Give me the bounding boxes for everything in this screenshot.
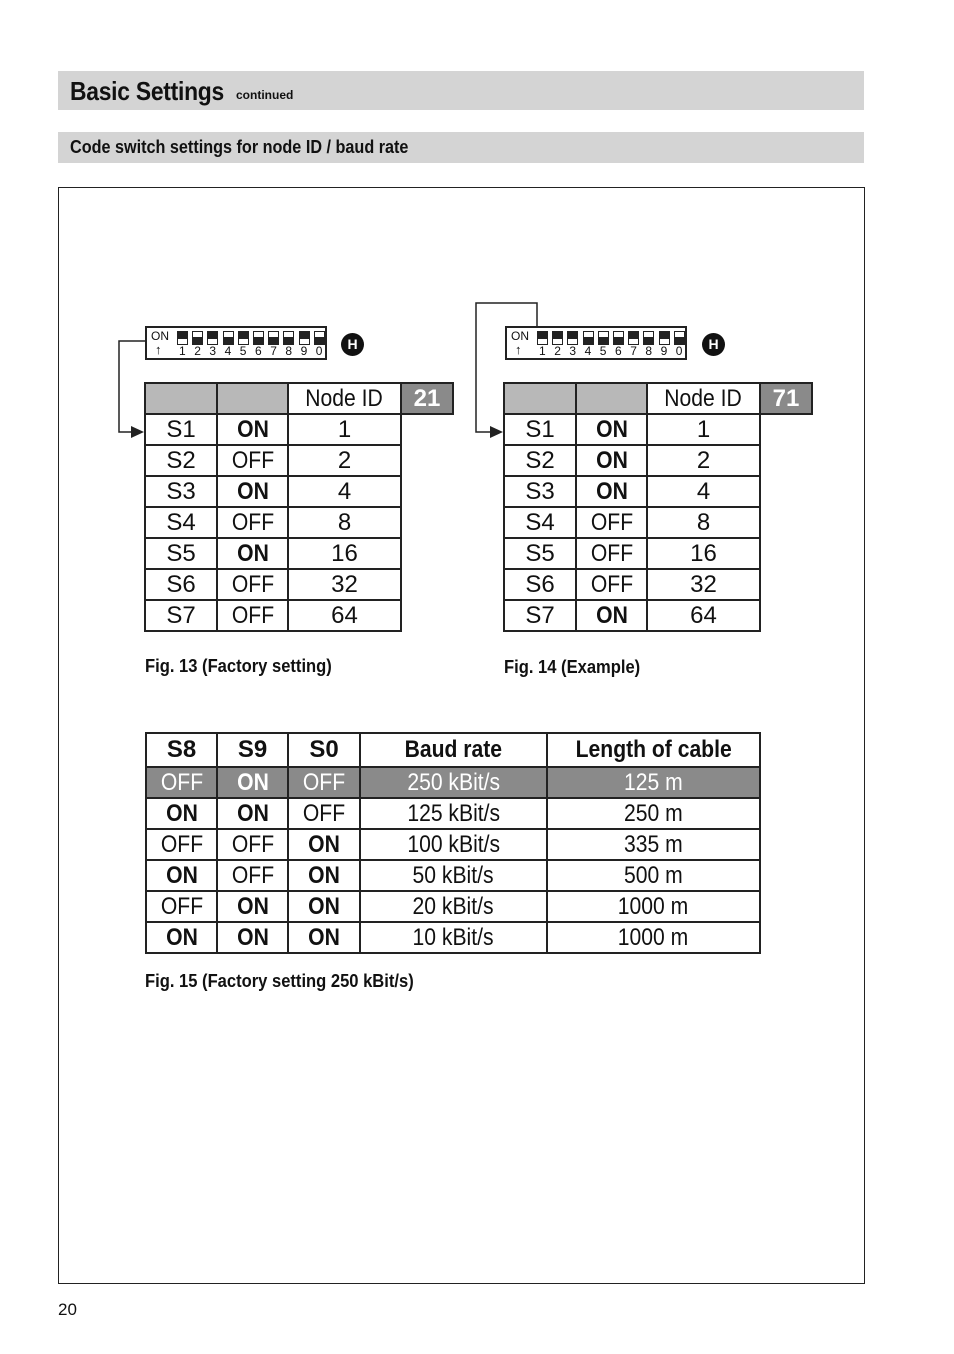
table-row	[145, 476, 453, 507]
empty-cell	[760, 569, 812, 600]
s0-state: ON	[288, 860, 360, 891]
dip-lever-icon	[299, 331, 310, 345]
switch-name: S2	[145, 445, 217, 476]
node-id-table-fig14	[503, 382, 813, 632]
dip-number-label: 0	[315, 344, 323, 358]
switch-name: S7	[504, 600, 576, 631]
switch-state: ON	[576, 600, 647, 631]
table-header-row	[145, 383, 453, 414]
s9-state: ON	[217, 922, 288, 953]
switch-value: 32	[647, 569, 760, 600]
table-row	[146, 767, 760, 798]
baud-rate-value: 125 kBit/s	[360, 798, 547, 829]
switch-state: ON	[217, 476, 288, 507]
dip-number-label: 0	[675, 344, 683, 358]
cable-length-value: 250 m	[547, 798, 760, 829]
empty-cell	[401, 476, 453, 507]
dip-number-label: 7	[270, 344, 277, 358]
header-cell	[504, 383, 576, 414]
dip-lever-icon	[253, 331, 264, 345]
switch-state: OFF	[576, 507, 647, 538]
cable-length-value: 500 m	[547, 860, 760, 891]
dip-number-label: 1	[539, 344, 546, 358]
s8-state: ON	[146, 860, 217, 891]
dip-number-label: 1	[179, 344, 186, 358]
switch-name: S6	[145, 569, 217, 600]
empty-cell	[401, 414, 453, 445]
dip-number-label: 7	[630, 344, 637, 358]
switch-value: 16	[647, 538, 760, 569]
empty-cell	[760, 476, 812, 507]
section-title: Code switch settings for node ID / baud rate	[70, 137, 409, 157]
dip-number-label: 8	[285, 344, 293, 358]
switch-value: 4	[647, 476, 760, 507]
switch-value: 64	[288, 600, 401, 631]
dip-lever-icon	[207, 331, 218, 345]
dip-number-label: 9	[300, 344, 308, 358]
s8-state: ON	[146, 798, 217, 829]
dip-lever-icon	[238, 331, 249, 345]
node-id-table-fig13	[144, 382, 454, 632]
dip-lever-icon	[192, 331, 203, 345]
baud-rate-value: 100 kBit/s	[360, 829, 547, 860]
baud-rate-value: 20 kBit/s	[360, 891, 547, 922]
header-cell	[576, 383, 647, 414]
s8-state: ON	[146, 922, 217, 953]
table-row	[504, 538, 812, 569]
table-row	[145, 600, 453, 631]
dip-number-label: 9	[660, 344, 668, 358]
col-header-s8: S8	[146, 733, 217, 767]
cable-length-value: 1000 m	[547, 922, 760, 953]
table-row	[504, 414, 812, 445]
switch-state: OFF	[217, 507, 288, 538]
dip-on-label: ON	[511, 329, 529, 343]
cable-length-value: 335 m	[547, 829, 760, 860]
dip-number-label: 4	[584, 344, 592, 358]
dip-lever-icon	[659, 331, 670, 345]
empty-cell	[760, 507, 812, 538]
dip-number-label: 2	[554, 344, 561, 358]
dip-lever-icon	[223, 331, 234, 345]
table-row	[504, 476, 812, 507]
dip-number-label: 6	[255, 344, 262, 358]
dip-on-label: ON	[151, 329, 169, 343]
table-row	[145, 507, 453, 538]
switch-value: 1	[647, 414, 760, 445]
table-row	[146, 922, 760, 953]
s0-state: ON	[288, 922, 360, 953]
dip-switch-fig13	[145, 326, 327, 360]
table-row	[145, 569, 453, 600]
switch-name: S1	[145, 414, 217, 445]
node-id-value: 71	[760, 383, 812, 414]
switch-state: OFF	[576, 569, 647, 600]
switch-state: OFF	[576, 538, 647, 569]
dip-number-label: 5	[599, 344, 607, 358]
switch-name: S3	[145, 476, 217, 507]
page-title: Basic Settings	[70, 76, 224, 106]
empty-cell	[760, 538, 812, 569]
node-id-label: Node ID	[288, 383, 401, 414]
s9-state: ON	[217, 891, 288, 922]
h-badge-icon: H	[341, 333, 364, 356]
header-cell	[217, 383, 288, 414]
node-id-label: Node ID	[647, 383, 760, 414]
dip-lever-icon	[314, 331, 325, 345]
switch-value: 2	[647, 445, 760, 476]
dip-lever-icon	[583, 331, 594, 345]
switch-state: OFF	[217, 445, 288, 476]
table-row	[146, 891, 760, 922]
dip-lever-icon	[177, 331, 188, 345]
dip-number-label: 2	[194, 344, 201, 358]
cable-length-value: 1000 m	[547, 891, 760, 922]
switch-value: 16	[288, 538, 401, 569]
s9-state: OFF	[217, 829, 288, 860]
caption-fig15: Fig. 15 (Factory setting 250 kBit/s)	[145, 971, 414, 991]
arrow-up-icon: ↑	[515, 342, 522, 357]
switch-state: ON	[217, 538, 288, 569]
col-header-s9: S9	[217, 733, 288, 767]
node-id-value: 21	[401, 383, 453, 414]
dip-lever-icon	[552, 331, 563, 345]
s8-state: OFF	[146, 767, 217, 798]
dip-number-label: 4	[224, 344, 232, 358]
table-row	[145, 538, 453, 569]
switch-name: S2	[504, 445, 576, 476]
table-row	[145, 445, 453, 476]
switch-state: ON	[576, 414, 647, 445]
switch-state: ON	[576, 476, 647, 507]
header-cell	[145, 383, 217, 414]
s8-state: OFF	[146, 891, 217, 922]
cable-length-value: 125 m	[547, 767, 760, 798]
dip-lever-icon	[537, 331, 548, 345]
switch-state: OFF	[217, 600, 288, 631]
empty-cell	[760, 445, 812, 476]
dip-switch-fig14	[505, 326, 687, 360]
table-row	[146, 860, 760, 891]
table-row	[146, 829, 760, 860]
switch-value: 64	[647, 600, 760, 631]
table-header-row	[146, 733, 760, 767]
table-row	[504, 507, 812, 538]
switch-name: S5	[145, 538, 217, 569]
empty-cell	[401, 507, 453, 538]
dip-lever-icon	[643, 331, 654, 345]
dip-lever-icon	[598, 331, 609, 345]
switch-value: 32	[288, 569, 401, 600]
dip-lever-icon	[628, 331, 639, 345]
switch-name: S6	[504, 569, 576, 600]
table-row	[504, 445, 812, 476]
col-header-baud-rate: Baud rate	[360, 733, 547, 767]
switch-name: S7	[145, 600, 217, 631]
switch-name: S4	[504, 507, 576, 538]
dip-lever-icon	[268, 331, 279, 345]
switch-name: S3	[504, 476, 576, 507]
col-header-cable-length: Length of cable	[547, 733, 760, 767]
s0-state: ON	[288, 891, 360, 922]
empty-cell	[401, 538, 453, 569]
col-header-s0: S0	[288, 733, 360, 767]
caption-fig14: Fig. 14 (Example)	[504, 657, 641, 677]
baud-rate-value: 250 kBit/s	[360, 767, 547, 798]
empty-cell	[401, 569, 453, 600]
table-row	[504, 569, 812, 600]
dip-number-label: 6	[615, 344, 622, 358]
s8-state: OFF	[146, 829, 217, 860]
dip-lever-icon	[613, 331, 624, 345]
dip-number-label: 3	[569, 344, 577, 358]
dip-number-label: 5	[239, 344, 247, 358]
baud-rate-value: 50 kBit/s	[360, 860, 547, 891]
empty-cell	[401, 600, 453, 631]
switch-value: 2	[288, 445, 401, 476]
switch-value: 8	[288, 507, 401, 538]
dip-number-label: 8	[645, 344, 653, 358]
dip-lever-icon	[283, 331, 294, 345]
table-row	[145, 414, 453, 445]
empty-cell	[760, 600, 812, 631]
baud-rate-value: 10 kBit/s	[360, 922, 547, 953]
s9-state: OFF	[217, 860, 288, 891]
table-row	[146, 798, 760, 829]
s9-state: ON	[217, 767, 288, 798]
switch-state: ON	[576, 445, 647, 476]
arrow-up-icon: ↑	[155, 342, 162, 357]
caption-fig13: Fig. 13 (Factory setting)	[145, 656, 332, 676]
switch-state: OFF	[217, 569, 288, 600]
s0-state: OFF	[288, 798, 360, 829]
switch-value: 1	[288, 414, 401, 445]
s9-state: ON	[217, 798, 288, 829]
table-row	[504, 600, 812, 631]
s0-state: OFF	[288, 767, 360, 798]
empty-cell	[401, 445, 453, 476]
switch-name: S4	[145, 507, 217, 538]
switch-state: ON	[217, 414, 288, 445]
continued-label: continued	[236, 88, 294, 102]
h-badge-icon: H	[702, 333, 725, 356]
dip-lever-icon	[567, 331, 578, 345]
dip-number-label: 3	[209, 344, 217, 358]
s0-state: ON	[288, 829, 360, 860]
page-number: 20	[58, 1300, 77, 1319]
baud-rate-table	[145, 732, 761, 954]
table-header-row	[504, 383, 812, 414]
switch-value: 8	[647, 507, 760, 538]
switch-name: S1	[504, 414, 576, 445]
dip-lever-icon	[674, 331, 685, 345]
switch-name: S5	[504, 538, 576, 569]
switch-value: 4	[288, 476, 401, 507]
empty-cell	[760, 414, 812, 445]
